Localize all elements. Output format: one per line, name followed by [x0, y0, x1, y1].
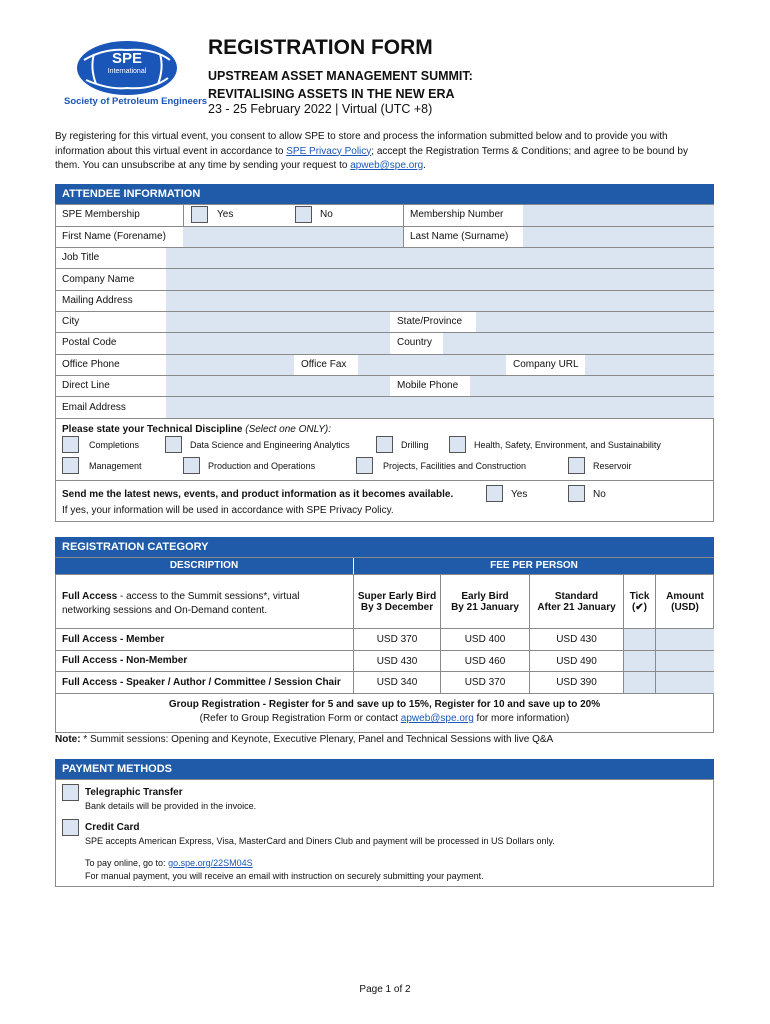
table-row-label: Full Access - Member [62, 634, 165, 645]
note-text: * Summit sessions: Opening and Keynote, Executive Plenary, Panel and Technical Sessions with live Q&A [80, 734, 554, 745]
discipline-note: (Select one ONLY): [245, 424, 332, 435]
company-url-input[interactable] [585, 355, 714, 375]
non-member-amount-input[interactable] [656, 651, 714, 671]
spe-member-no-label: No [320, 209, 333, 220]
super-early-line-2: By 3 December [360, 601, 434, 613]
registration-section-heading: REGISTRATION CATEGORY [55, 537, 714, 557]
apweb-email-link[interactable]: apweb@spe.org [350, 160, 424, 171]
direct-line-input[interactable] [166, 376, 390, 396]
production-label: Production and Operations [208, 461, 316, 471]
discipline-prompt [62, 424, 331, 435]
non-member-tick-input[interactable] [624, 651, 655, 671]
spe-member-no-checkbox[interactable] [295, 206, 312, 223]
completions-checkbox[interactable] [62, 436, 79, 453]
super-early-line-1: Super Early Bird [357, 590, 437, 602]
drilling-checkbox[interactable] [376, 436, 393, 453]
office-phone-label: Office Phone [62, 359, 120, 370]
country-label: Country [397, 337, 433, 348]
page-number: Page 1 of 2 [359, 984, 411, 995]
first-name-label: First Name (Forename) [62, 231, 166, 242]
membership-number-input[interactable] [523, 205, 714, 226]
speaker-amount-input[interactable] [656, 672, 714, 693]
table-cell-standard: USD 430 [556, 634, 597, 645]
discipline-label: Please state your Technical Discipline [62, 424, 246, 435]
logo-text: Society of Petroleum Engineers [64, 96, 208, 107]
tick-line-2: (✔) [631, 601, 648, 613]
projects-checkbox[interactable] [356, 457, 373, 474]
news-yes-label: Yes [511, 489, 528, 500]
privacy-policy-link[interactable]: SPE Privacy Policy [286, 145, 372, 157]
event-dates: 23 - 25 February 2022 | Virtual (UTC +8) [208, 102, 433, 116]
telegraphic-transfer-text: Bank details will be provided in the invoice. [85, 801, 257, 811]
intro-text-3: . [423, 160, 426, 171]
intro-text-1: By registering for this virtual event, you consent to allow SPE to store and process the information submitted below and to provide you with information about this virtual event in accordance to [55, 131, 668, 157]
direct-line-label: Direct Line [62, 380, 110, 391]
speaker-tick-input[interactable] [624, 672, 655, 693]
early-line-1: Early Bird [461, 590, 509, 602]
sessions-note [55, 734, 553, 745]
table-cell-super-early: USD 430 [376, 655, 418, 667]
event-title-line-2: REVITALISING ASSETS IN THE NEW ERA [208, 87, 455, 101]
news-yes-checkbox[interactable] [486, 485, 503, 502]
credit-card-title: Credit Card [85, 822, 140, 833]
email-input[interactable] [166, 397, 714, 418]
group-email-link[interactable]: apweb@spe.org [400, 713, 474, 724]
mailing-address-input[interactable] [166, 291, 714, 311]
online-payment-line [85, 858, 253, 868]
early-bird-header [441, 575, 529, 628]
member-amount-input[interactable] [656, 629, 714, 650]
last-name-input[interactable] [523, 227, 714, 247]
group-registration-line-1: Group Registration - Register for 5 and save up to 15%, Register for 10 and save up to 20% [168, 699, 601, 710]
management-checkbox[interactable] [62, 457, 79, 474]
state-input[interactable] [476, 312, 714, 332]
logo-mark: SPE [111, 50, 142, 67]
data-science-checkbox[interactable] [165, 436, 182, 453]
job-title-label: Job Title [62, 252, 100, 263]
spe-member-yes-label: Yes [217, 209, 234, 220]
note-bold: Note: [55, 734, 81, 745]
attendee-section-heading: ATTENDEE INFORMATION [55, 184, 714, 204]
group-registration-line-2 [55, 713, 714, 724]
table-cell-super-early: USD 340 [376, 677, 418, 688]
company-name-input[interactable] [166, 269, 714, 290]
payment-section-heading: PAYMENT METHODS [55, 759, 714, 779]
full-access-text: - access to the Summit sessions*, virtual networking sessions and On-Demand content. [62, 591, 300, 616]
email-label: Email Address [62, 402, 126, 413]
full-access-description [62, 590, 347, 618]
management-label: Management [89, 461, 142, 471]
country-input[interactable] [443, 333, 714, 354]
city-label: City [62, 316, 80, 327]
tick-line-1: Tick [629, 590, 650, 602]
company-name-label: Company Name [62, 274, 135, 285]
projects-label: Projects, Facilities and Construction [383, 461, 527, 471]
spe-membership-label: SPE Membership [62, 209, 140, 220]
online-payment-link[interactable]: go.spe.org/22SM04S [168, 858, 253, 868]
news-no-label: No [593, 489, 606, 500]
fee-column-header: FEE PER PERSON [354, 558, 714, 574]
full-access-bold: Full Access [62, 591, 118, 602]
table-cell-standard: USD 490 [556, 655, 597, 667]
city-input[interactable] [166, 312, 390, 332]
news-no-checkbox[interactable] [568, 485, 585, 502]
page-title: REGISTRATION FORM [208, 36, 433, 59]
table-cell-standard: USD 390 [556, 677, 597, 688]
office-fax-input[interactable] [358, 355, 506, 375]
intro-text-2: ; accept the Registration Terms & Conditions; and agree to be bound by them. You can unsubscribe at any time by sending your request to [55, 145, 688, 171]
group-text-a: (Refer to Group Registration Form or contact [199, 713, 401, 724]
telegraphic-transfer-title: Telegraphic Transfer [85, 787, 183, 798]
description-column-header: DESCRIPTION [55, 558, 353, 574]
news-consent-label: Send me the latest news, events, and product information as it becomes available. [62, 489, 454, 500]
hse-label: Health, Safety, Environment, and Sustainability [474, 440, 661, 450]
online-payment-text: To pay online, go to: [85, 858, 169, 868]
member-tick-input[interactable] [624, 629, 655, 650]
office-phone-input[interactable] [166, 355, 294, 375]
mobile-phone-input[interactable] [470, 376, 714, 396]
standard-line-2: After 21 January [537, 601, 616, 613]
mobile-phone-label: Mobile Phone [397, 380, 459, 391]
credit-card-checkbox[interactable] [62, 819, 79, 836]
postal-code-input[interactable] [166, 333, 390, 354]
table-row-label: Full Access - Non-Member [62, 655, 188, 666]
table-cell-early: USD 370 [464, 677, 506, 688]
amount-header [656, 575, 714, 628]
amount-line-1: Amount [666, 590, 704, 602]
mailing-address-label: Mailing Address [62, 295, 133, 306]
event-title [208, 67, 473, 103]
last-name-label: Last Name (Surname) [410, 231, 509, 242]
job-title-input[interactable] [166, 248, 714, 268]
membership-number-label: Membership Number [410, 209, 504, 220]
office-fax-label: Office Fax [301, 359, 347, 370]
reservoir-label: Reservoir [593, 461, 632, 471]
standard-line-1: Standard [554, 590, 599, 602]
event-title-line-1: UPSTREAM ASSET MANAGEMENT SUMMIT: [208, 69, 473, 83]
first-name-input[interactable] [183, 227, 403, 247]
logo-sub: International [107, 68, 147, 75]
table-cell-super-early: USD 370 [376, 634, 418, 645]
manual-payment-text: For manual payment, you will receive an email with instruction on securely submitting your payment. [85, 871, 484, 881]
company-url-label: Company URL [513, 359, 579, 370]
spe-member-yes-checkbox[interactable] [191, 206, 208, 223]
data-science-label: Data Science and Engineering Analytics [190, 440, 350, 450]
spe-logo [64, 40, 208, 110]
telegraphic-transfer-checkbox[interactable] [62, 784, 79, 801]
completions-label: Completions [89, 440, 140, 450]
group-text-b: for more information) [473, 713, 570, 724]
reservoir-checkbox[interactable] [568, 457, 585, 474]
hse-checkbox[interactable] [449, 436, 466, 453]
super-early-bird-header [354, 575, 440, 628]
state-label: State/Province [397, 316, 463, 327]
drilling-label: Drilling [401, 440, 429, 450]
news-consent-note: If yes, your information will be used in accordance with SPE Privacy Policy. [62, 505, 394, 516]
table-cell-early: USD 460 [464, 655, 506, 667]
intro-paragraph [55, 130, 715, 174]
postal-code-label: Postal Code [62, 337, 117, 348]
early-line-2: By 21 January [451, 601, 519, 613]
amount-line-2: (USD) [671, 601, 699, 613]
table-cell-early: USD 400 [464, 634, 506, 645]
tick-header [624, 575, 655, 628]
standard-header [530, 575, 623, 628]
credit-card-text: SPE accepts American Express, Visa, MasterCard and Diners Club and payment will be processed in US Dollars only. [85, 836, 555, 846]
production-checkbox[interactable] [183, 457, 200, 474]
table-row-label: Full Access - Speaker / Author / Committee / Session Chair [62, 677, 341, 688]
